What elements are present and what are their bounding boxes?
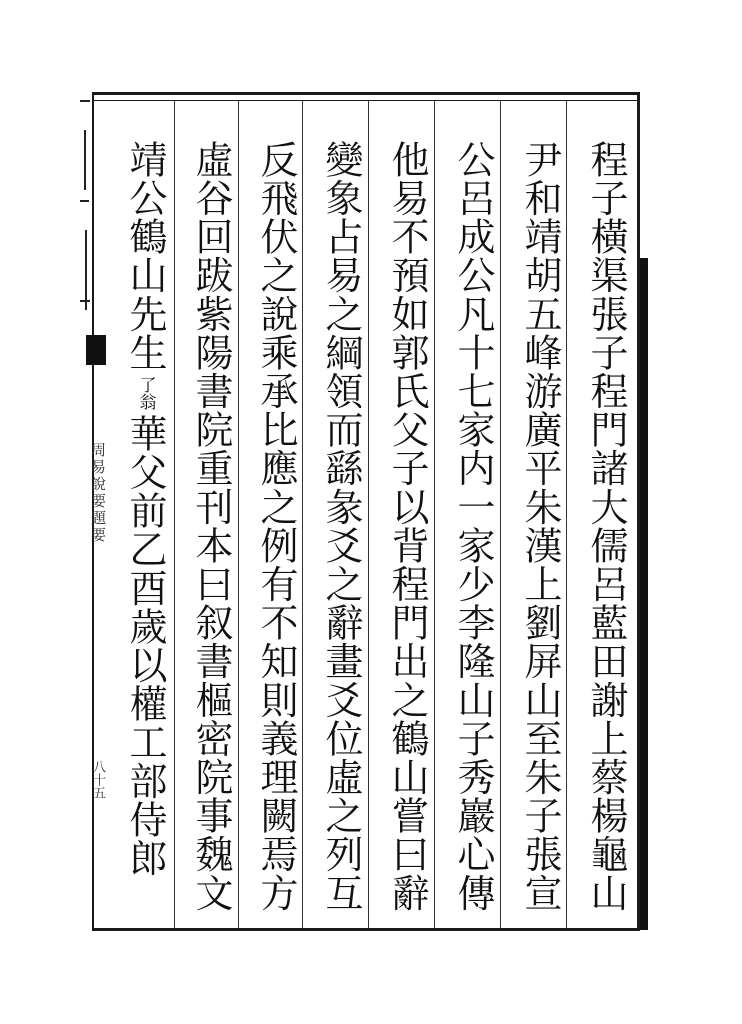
binding-shadow-bar	[640, 258, 648, 930]
column-text: 程子橫渠張子程門諸大儒呂藍田謝上蔡楊龜山	[584, 140, 628, 912]
interlinear-note: 了翁	[135, 375, 156, 410]
column-text: 變象占易之綱領而繇彖爻之辭畫爻位虛之列互	[319, 140, 363, 912]
column-text: 華父前乙酉歲以權工部侍郎	[123, 413, 167, 877]
text-column-8	[115, 140, 175, 920]
column-text: 他易不預如郭氏父子以背程門出之鶴山嘗曰辭	[385, 140, 429, 912]
column-text: 公呂成公凡十七家内一家少李隆山子秀巖心傳	[451, 140, 495, 912]
text-column-1	[576, 140, 636, 920]
text-column-2	[510, 140, 570, 920]
fold-title: 周易說要題要	[89, 442, 107, 544]
column-text: 反飛伏之說乘承比應之例有不知則義理闕焉方	[254, 140, 298, 912]
column-text: 靖公鶴山先生	[123, 140, 167, 372]
fold-page-number: 八十五	[90, 760, 105, 799]
text-column-3	[443, 140, 503, 920]
column-text: 虛谷回跋紫陽書院重刊本曰叙書樞密院事魏文	[189, 140, 233, 912]
column-text: 尹和靖胡五峰游廣平朱漢上劉屏山至朱子張宣	[518, 140, 562, 912]
fishtail-mark	[86, 335, 106, 365]
text-column-5	[311, 140, 371, 920]
text-column-7	[181, 140, 241, 920]
text-column-6	[246, 140, 306, 920]
top-border-rule	[92, 92, 640, 95]
text-column-4	[377, 140, 437, 920]
bottom-border-rule	[92, 928, 640, 931]
